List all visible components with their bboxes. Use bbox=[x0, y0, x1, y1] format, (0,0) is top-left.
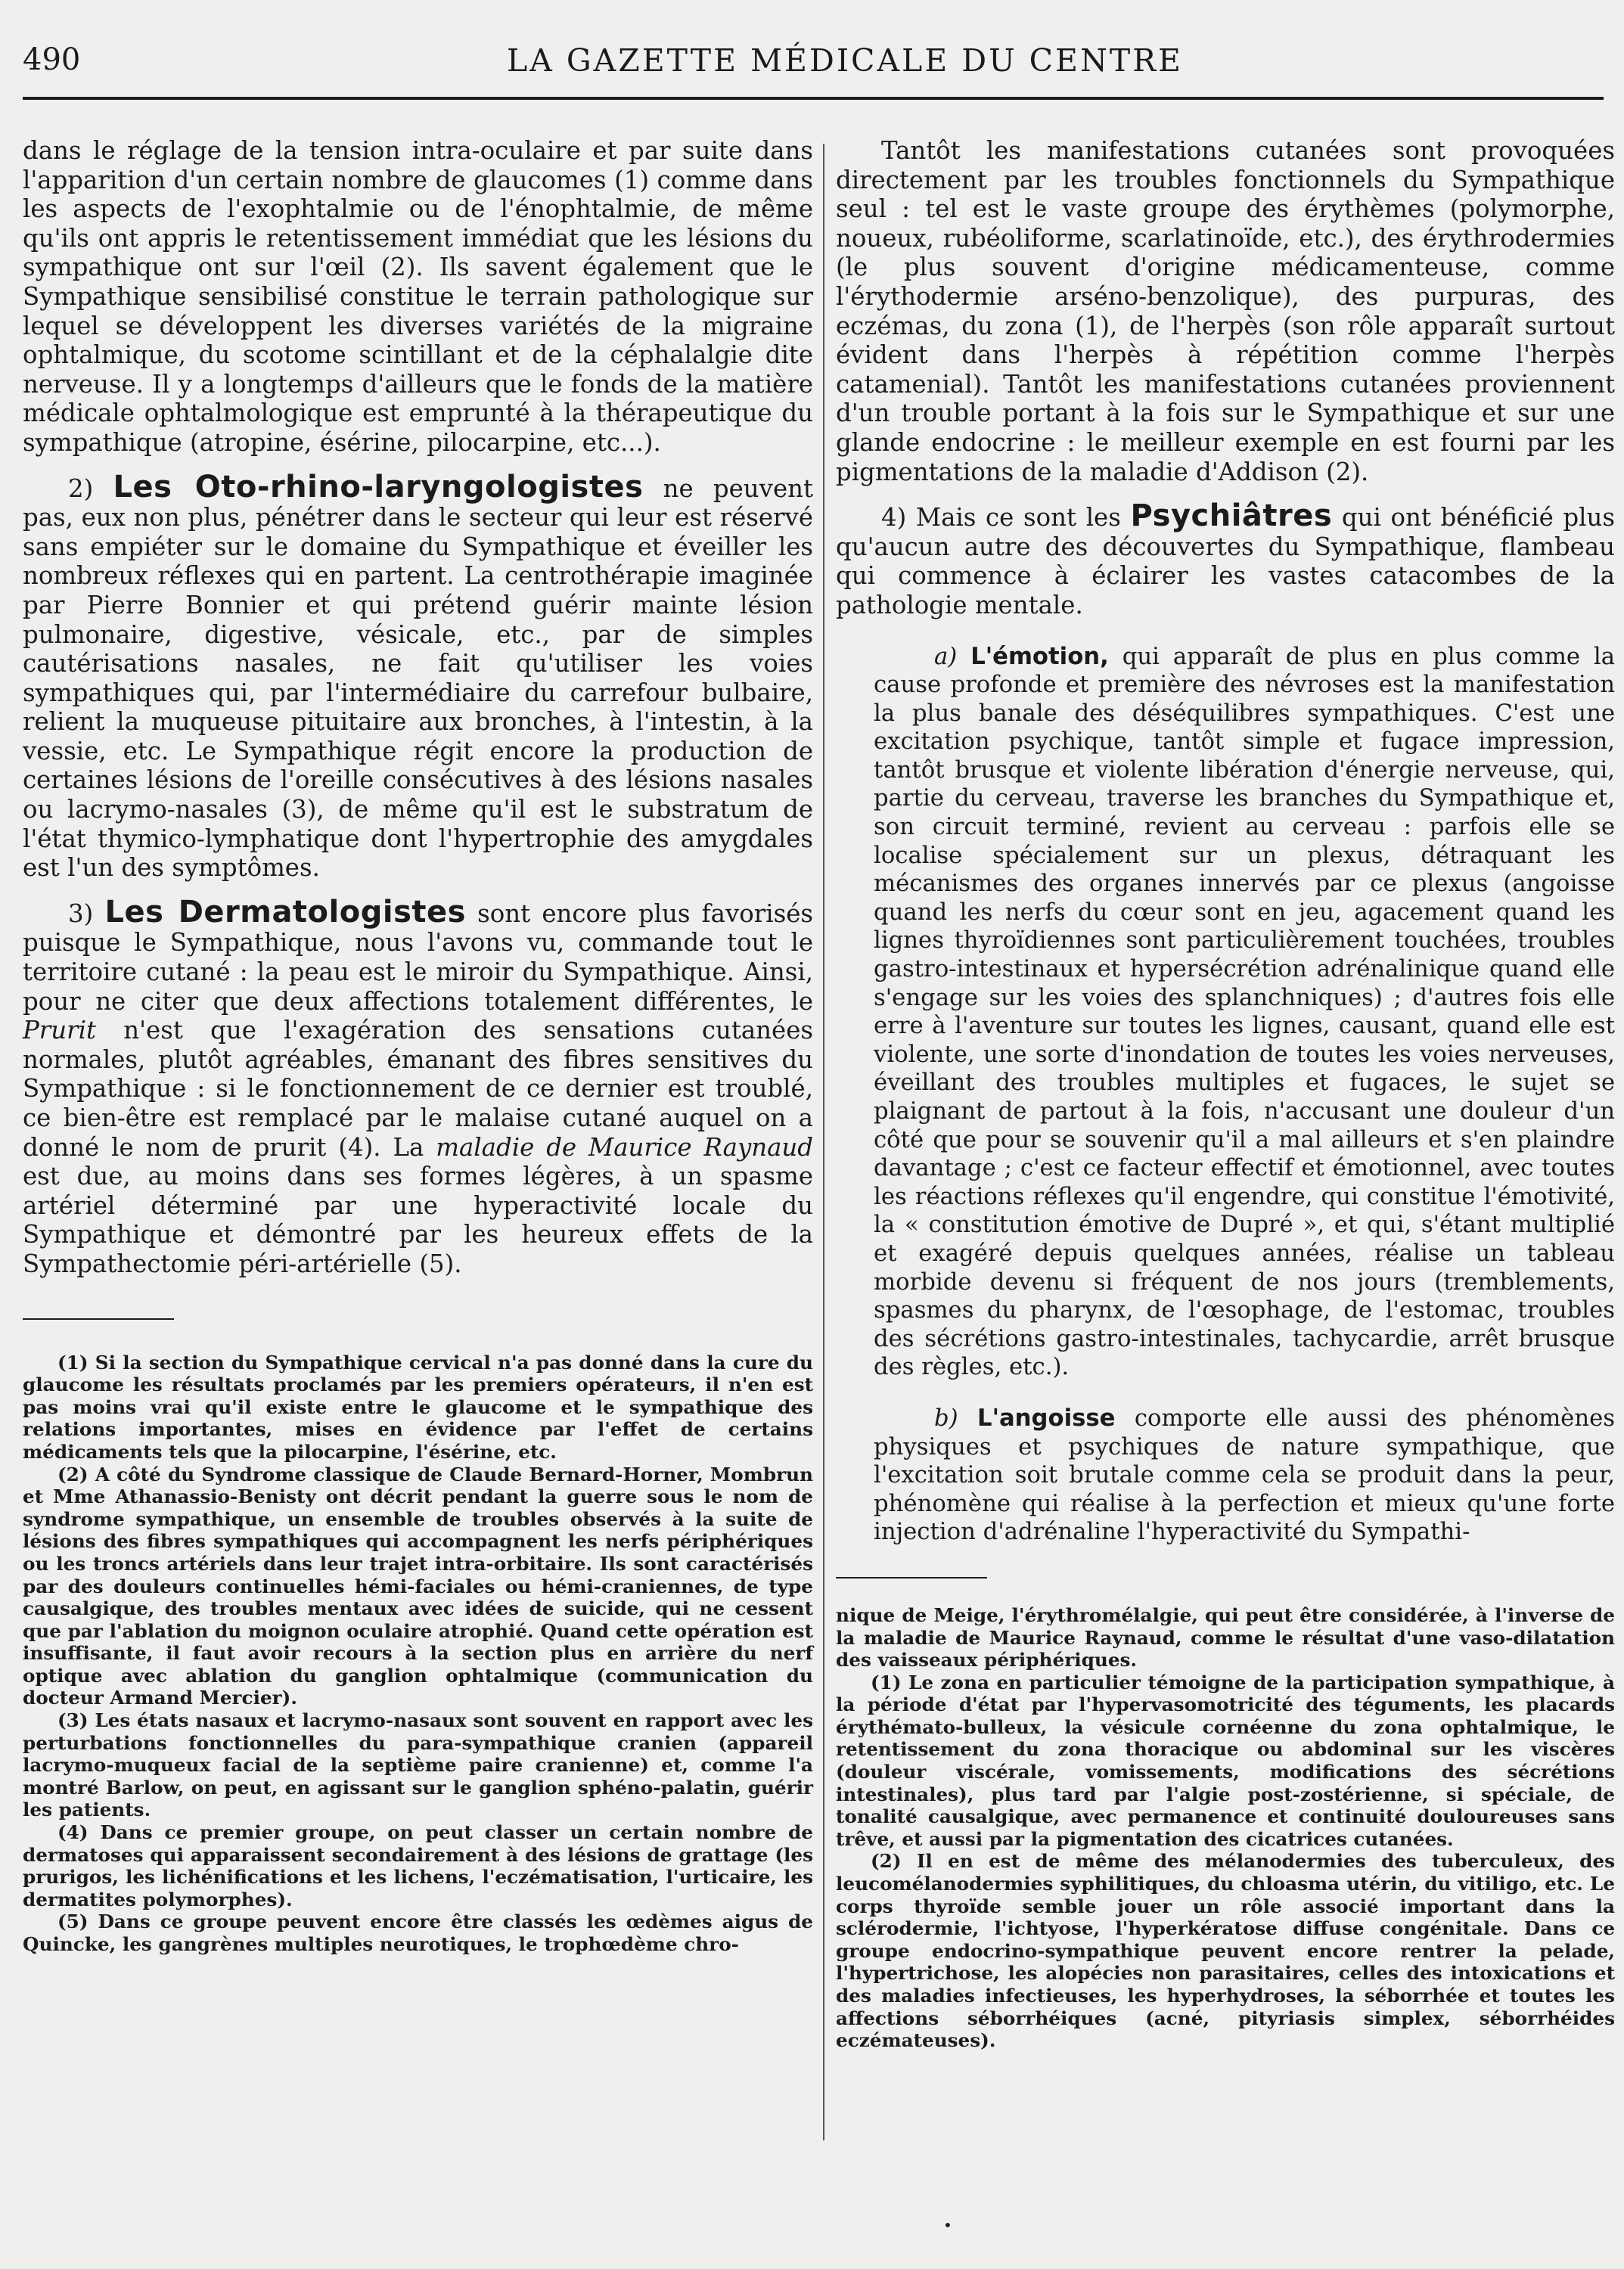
section-2-text: ne peuvent pas, eux non plus, pénétrer dans le secteur qui leur est réservé sans empiéter sur le domaine du Sympathique et éveiller les nombreux réflexes qui en partent. La centrothérapie imaginée par Pierre Bonnier et qui prétend guérir mainte lésion pulmonaire, digestive, vésicale, etc., par de simples cautérisations nasales, ne fait qu'utiliser les voies sympathiques qui, par l'intermédiaire du carrefour bulbaire, relient la muqueuse pituitaire aux bronches, à l'intestin, à la vessie, etc. Le Sympathique régit encore la production de certaines lésions de l'oreille consécutives à des lésions nasales ou lacrymo-nasales (3), de même qu'il est le substratum de l'état thymico-lymphatique dont l'hypertrophie des amygdales est l'un des symptômes. bbox=[23, 473, 813, 883]
right-paragraph-1: Tantôt les manifestations cutanées sont provoquées directement par les troubles fonctionnels du Sympathique seul : tel est le vaste groupe des érythèmes (polymorphe, noueux, rubéoliforme, scarlatinoïde, etc.), des érythrodermies (le plus souvent d'origine médicamenteuse, comme l'érythodermie arséno-benzolique), des purpuras, des eczémas, du zona (1), de l'herpès (son rôle apparaît surtout évident dans l'herpès à répétition comme l'herpès catamenial). Tantôt les manifestations cutanées proviennent d'un trouble portant à la fois sur le Sympathique et sur une glande endocrine : le meilleur exemple en est fourni par les pigmentations de la maladie d'Addison (2). bbox=[836, 136, 1615, 486]
section-3-heading: Les Dermatologistes bbox=[104, 894, 466, 930]
right-footnote-1: (1) Le zona en particulier témoigne de la participation sympathique, à la période d'état par l'hypervasomotricité des téguments, les placards érythémato-bulleux, la vésicule cornéenne du zona ophtalmique, le retentissement du zona thoracique ou abdominal sur les viscères (douleur viscérale, vomissements, modifications des sécrétions intestinales), plus tard par l'algie post-zostérienne, si spéciale, de tonalité causalgique, avec permanence et continuité douloureuses sans trêve, et aussi par la pigmentation des cicatrices cutanées. bbox=[836, 1671, 1615, 1850]
section-4-paragraph bbox=[836, 498, 1615, 619]
subsection-a-heading: L'émotion, bbox=[970, 643, 1109, 670]
left-footnote-2: (2) A côté du Syndrome classique de Claude Bernard-Horner, Mombrun et Mme Athanassio-Benisty ont décrit pendant la guerre sous le nom de syndrome sympathique, un ensemble de troubles observés à la suite de lésions des fibres sympathiques qui accompagnent les nerfs périphériques ou les troncs artériels dans leur trajet intra-orbitaire. Ils sont caractérisés par des douleurs continuelles hémi-faciales ou hémi-craniennes, de type causalgique, des troubles mentaux avec idées de suicide, qui ne cessent que par l'ablation du moignon oculaire atrophié. Quand cette opération est insuffisante, il faut avoir recours à la section plus en arrière du nerf optique avec ablation du ganglion ophtalmique (communication du docteur Armand Mercier). bbox=[23, 1463, 813, 1709]
section-2-number: 2) bbox=[68, 473, 94, 503]
left-footnote-1: (1) Si la section du Sympathique cervical n'a pas donné dans la cure du glaucome les résultats proclamés par les premiers opérateurs, il n'en est pas moins vrai qu'il existe entre le glaucome et le sympathique des relations importantes, mises en évidence par l'effet de certains médicaments tels que la pilocarpine, l'ésérine, etc. bbox=[23, 1351, 813, 1463]
left-footnote-4: (4) Dans ce premier groupe, on peut classer un certain nombre de dermatoses qui apparaissent secondairement à des lésions de grattage (les prurigos, les lichénifications et les lichens, l'eczématisation, l'urticaire, les dermatites polymorphes). bbox=[23, 1821, 813, 1910]
right-column bbox=[836, 136, 1615, 2052]
section-3-text-b: n'est que l'exagération des sensations cutanées normales, plutôt agréables, émanant des fibres sensitives du Sympathique : si le fonctionnement de ce dernier est troublé, ce bien-être est remplacé par le malaise cutané auquel on a donné le nom de prurit (4). La bbox=[23, 1016, 813, 1162]
stray-mark: • bbox=[943, 2216, 952, 2234]
section-4-heading: Psychiâtres bbox=[1130, 498, 1333, 534]
left-column bbox=[23, 136, 813, 1956]
section-2-paragraph bbox=[23, 469, 813, 883]
raynaud-term: maladie de Maurice Raynaud bbox=[436, 1132, 814, 1162]
column-divider bbox=[823, 144, 824, 2140]
left-footnote-3: (3) Les états nasaux et lacrymo-nasaux sont souvent en rapport avec les perturbations fonctionnelles du para-sympathique cranien (appareil lacrymo-muqueux facial de la septième paire cranienne) et, comme l'a montré Barlow, on peut, en agissant sur le ganglion sphéno-palatin, guérir les patients. bbox=[23, 1709, 813, 1821]
header-rule bbox=[23, 97, 1604, 100]
section-3-paragraph bbox=[23, 894, 814, 1279]
running-title: LA GAZETTE MÉDICALE DU CENTRE bbox=[507, 42, 1183, 79]
page-header bbox=[23, 32, 1604, 77]
right-footnote-2: (2) Il en est de même des mélanodermies des tuberculeux, des leucomélanodermies syphilitiques, du chloasma utérin, du vitiligo, etc. Le corps thyroïde semble jouer un rôle associé important dans la sclérodermie, l'ichtyose, l'hyperkératose diffuse congénitale. Dans ce groupe endocrino-sympathique peuvent encore rentrer la pelade, l'hypertrichose, les alopécies non parasitaires, celles des intoxications et des maladies infectieuses, les hyperhydroses, la séborrhée et toutes les affections séborrhéiques (acné, pityriasis simplex, séborrhéides eczémateuses). bbox=[836, 1850, 1615, 2052]
subsection-a-label: a) bbox=[934, 643, 958, 670]
page-number: 490 bbox=[23, 42, 81, 77]
subsection-b-heading: L'angoisse bbox=[977, 1405, 1116, 1432]
left-paragraph-1: dans le réglage de la tension intra-oculaire et par suite dans l'apparition d'un certain nombre de glaucomes (1) comme dans les aspects de l'exophtalmie ou de l'énophtalmie, de même qu'ils ont appris le retentissement immédiat que les lésions du sympathique ont sur l'œil (2). Ils savent également que le Sympathique sensibilisé constitue le terrain pathologique sur lequel se développent les diverses variétés de la migraine ophtalmique, du scotome scintillant et de la céphalalgie dite nerveuse. Il y a longtemps d'ailleurs que le fonds de la matière médicale ophtalmologique est emprunté à la thérapeutique du sympathique (atropine, ésérine, pilocarpine, etc...). bbox=[23, 136, 813, 457]
subsection-b-label: b) bbox=[934, 1405, 958, 1432]
subsection-a-text: qui apparaît de plus en plus comme la cause profonde et première des névroses est la manifestation la plus banale des déséquilibres sympathiques. C'est une excitation psychique, tantôt simple et fugace impression, tantôt brusque et violente libération d'énergie nerveuse, qui, partie du cerveau, traverse les branches du Sympathique et, son circuit terminé, revient au cerveau : parfois elle se localise spécialement sur un plexus, détraquant les mécanismes des organes innervés par ce plexus (angoisse quand les nerfs du cœur sont en jeu, agacement quand les lignes thyroïdiennes sont particulièrement touchées, troubles gastro-intestinaux et hypersécrétion adrénalinique quand elle s'engage sur les voies des splanchniques) ; d'autres fois elle erre à l'aventure sur toutes les lignes, causant, quand elle est violente, une sorte d'inondation de toutes les voies nerveuses, éveillant des troubles multiples et fugaces, le sujet se plaignant de partout à la fois, n'accusant une douleur d'un côté que pour se souvenir qu'il a mal ailleurs et s'en plaindre davantage ; c'est ce facteur effectif et émotionnel, avec toutes les réactions réflexes qu'il engendre, qui constitue l'émotivité, la « constitution émotive de Dupré », et qui, s'étant multiplié et exagéré depuis quelques années, réalise un tableau morbide devenu si fréquent de nos jours (tremblements, spasmes du pharynx, de l'œsophage, de l'estomac, troubles des sécrétions gastro-intestinales, tachycardie, arrêt brusque des règles, etc.). bbox=[874, 643, 1615, 1381]
subsection-a bbox=[836, 643, 1615, 1382]
section-3-text-a: sont encore plus favorisés puisque le Sympathique, nous l'avons vu, commande tout le territoire cutané : la peau est le miroir du Sympathique. Ainsi, pour ne citer que deux affections totalement différentes, le bbox=[23, 899, 814, 1016]
right-footnote-rule bbox=[836, 1577, 987, 1578]
section-2-heading: Les Oto-rhino-laryngologistes bbox=[113, 469, 644, 504]
section-3-number: 3) bbox=[68, 899, 94, 928]
left-footnote-rule bbox=[23, 1318, 174, 1320]
section-3-text-c: est due, au moins dans ses formes légères, à un spasme artériel déterminé par une hyperactivité locale du Sympathique et démontré par les heureux effets de la Sympathectomie péri-artérielle (5). bbox=[23, 1162, 813, 1278]
section-4-text-a: 4) Mais ce sont les bbox=[881, 503, 1121, 532]
right-footnote-continuation: nique de Meige, l'érythromélalgie, qui peut être considérée, à l'inverse de la maladie de Maurice Raynaud, comme le résultat d'une vaso-dilatation des vaisseaux périphériques. bbox=[836, 1603, 1615, 1671]
left-footnote-5: (5) Dans ce groupe peuvent encore être classés les œdèmes aigus de Quincke, les gangrènes multiples neurotiques, le trophœdème chro- bbox=[23, 1910, 813, 1955]
subsection-b bbox=[836, 1405, 1615, 1547]
prurit-term: Prurit bbox=[23, 1016, 96, 1045]
section-4-text-b: qui ont bénéficié plus qu'aucun autre des découvertes du Sympathique, flambeau qui commence à éclairer les vastes catacombes de la pathologie mentale. bbox=[836, 503, 1615, 619]
subsection-b-text: comporte elle aussi des phénomènes physiques et psychiques de nature sympathique, que l'excitation soit brutale comme cela se produit dans la peur, phénomène qui réalise à la perfection et mieux qu'une forte injection d'adrénaline l'hyperactivité du Sympathi- bbox=[874, 1405, 1615, 1546]
